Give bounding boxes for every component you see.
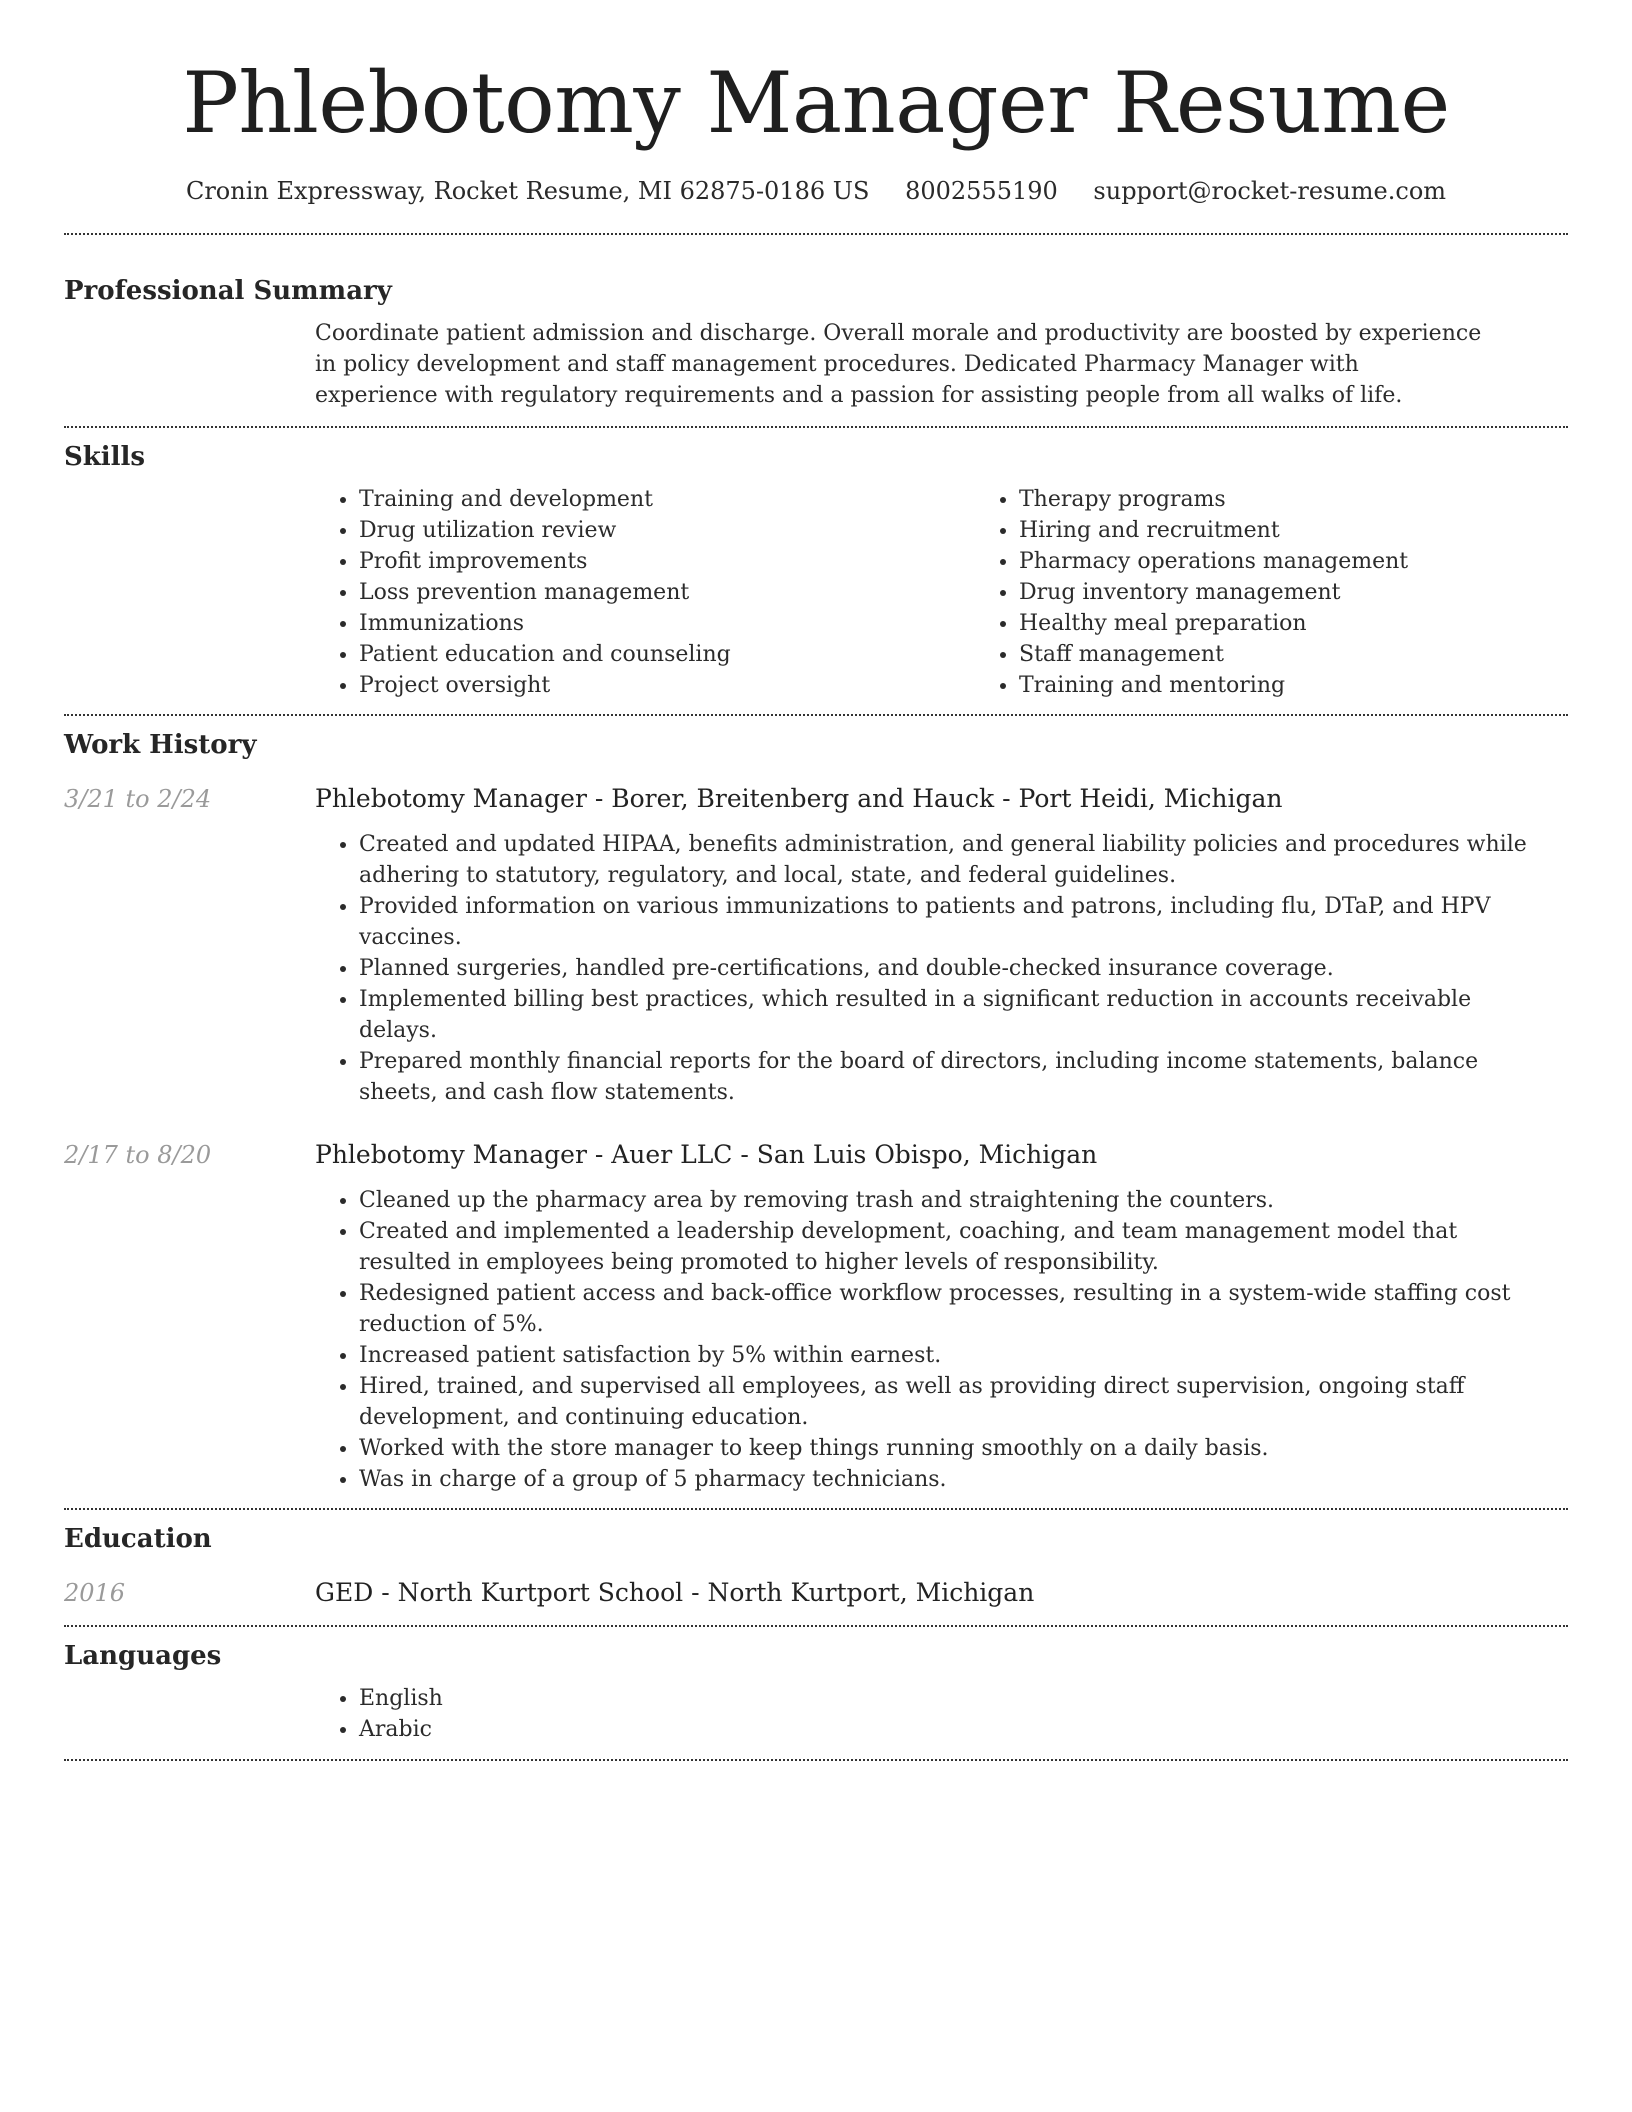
- job-bullets: [315, 1185, 1568, 1495]
- languages-section: [64, 1627, 1568, 1745]
- list-item: • Staff management: [1019, 639, 1632, 670]
- job-title: Phlebotomy Manager - Auer LLC - San Luis Obispo, Michigan: [315, 1140, 1098, 1169]
- skills-list-right: [975, 484, 1632, 701]
- list-item: • Prepared monthly financial reports for the board of directors, including income statements, balance sheets, and cash flow statements.: [359, 1046, 1548, 1108]
- job-bullets: [315, 829, 1568, 1108]
- list-item: • Cleaned up the pharmacy area by removing trash and straightening the counters.: [359, 1185, 1548, 1216]
- list-item: • Increased patient satisfaction by 5% within earnest.: [359, 1340, 1548, 1371]
- list-item: • Therapy programs: [1019, 484, 1632, 515]
- section-heading-work: Work History: [64, 730, 257, 760]
- education-title: GED - North Kurtport School - North Kurtport, Michigan: [315, 1578, 1035, 1607]
- job-dates: 3/21 to 2/24: [64, 785, 212, 813]
- list-item: • Immunizations: [359, 608, 975, 639]
- list-item: • Arabic: [359, 1714, 1568, 1745]
- list-item: • Hiring and recruitment: [1019, 515, 1632, 546]
- list-item: • Redesigned patient access and back-office workflow processes, resulting in a system-wide staffing cost reduction of 5%.: [359, 1278, 1548, 1340]
- list-item: • Training and mentoring: [1019, 670, 1632, 701]
- skills-section: [64, 428, 1568, 701]
- list-item: • Was in charge of a group of 5 pharmacy technicians.: [359, 1464, 1548, 1495]
- skills-columns: [315, 484, 1632, 701]
- summary-section: [64, 235, 1568, 411]
- list-item: • Loss prevention management: [359, 577, 975, 608]
- list-item: • Profit improvements: [359, 546, 975, 577]
- list-item: • Drug inventory management: [1019, 577, 1632, 608]
- education-section: [64, 1510, 1568, 1610]
- list-item: • Provided information on various immunizations to patients and patrons, including flu, DTaP, and HPV vaccines.: [359, 891, 1548, 953]
- list-item: • Drug utilization review: [359, 515, 975, 546]
- contact-phone: 8002555190: [905, 177, 1058, 205]
- job-title: Phlebotomy Manager - Borer, Breitenberg and Hauck - Port Heidi, Michigan: [315, 784, 1283, 813]
- education-year: 2016: [64, 1579, 126, 1607]
- summary-text: Coordinate patient admission and discharge. Overall morale and productivity are boosted by experience in policy development and staff management procedures. Dedicated Pharmacy Manager with experience with regulatory requirements and a passion for assisting people from all walks of life.: [315, 321, 1482, 408]
- list-item: • Pharmacy operations management: [1019, 546, 1632, 577]
- list-item: • Hired, trained, and supervised all employees, as well as providing direct supervision, ongoing staff development, and continuing education.: [359, 1371, 1548, 1433]
- list-item: • Project oversight: [359, 670, 975, 701]
- list-item: • Created and implemented a leadership development, coaching, and team management model that resulted in employees being promoted to higher levels of responsibility.: [359, 1216, 1548, 1278]
- page-title: Phlebotomy Manager Resume: [182, 54, 1450, 152]
- job-entry: [64, 782, 1568, 1108]
- list-item: • Patient education and counseling: [359, 639, 975, 670]
- skills-list-left: [315, 484, 975, 701]
- contact-address: Cronin Expressway, Rocket Resume, MI 62875-0186 US: [185, 177, 870, 205]
- section-heading-summary: Professional Summary: [64, 276, 392, 306]
- section-heading-languages: Languages: [64, 1641, 222, 1671]
- list-item: • Created and updated HIPAA, benefits administration, and general liability policies and procedures while adhering to statutory, regulatory, and local, state, and federal guidelines.: [359, 829, 1548, 891]
- work-section: [64, 716, 1568, 1495]
- job-dates: 2/17 to 8/20: [64, 1141, 212, 1169]
- section-heading-skills: Skills: [64, 442, 146, 472]
- contact-email: support@rocket-resume.com: [1093, 177, 1447, 205]
- contact-line: [64, 174, 1568, 208]
- list-item: • Implemented billing best practices, which resulted in a significant reduction in accounts receivable delays.: [359, 984, 1548, 1046]
- list-item: • Planned surgeries, handled pre-certifications, and double-checked insurance coverage.: [359, 953, 1548, 984]
- resume-page: [64, 0, 1568, 1761]
- languages-list: [315, 1683, 1568, 1745]
- list-item: • Healthy meal preparation: [1019, 608, 1632, 639]
- list-item: • Worked with the store manager to keep things running smoothly on a daily basis.: [359, 1433, 1548, 1464]
- list-item: • Training and development: [359, 484, 975, 515]
- section-heading-education: Education: [64, 1524, 212, 1554]
- list-item: • English: [359, 1683, 1568, 1714]
- divider: [64, 1759, 1568, 1761]
- job-entry: [64, 1138, 1568, 1495]
